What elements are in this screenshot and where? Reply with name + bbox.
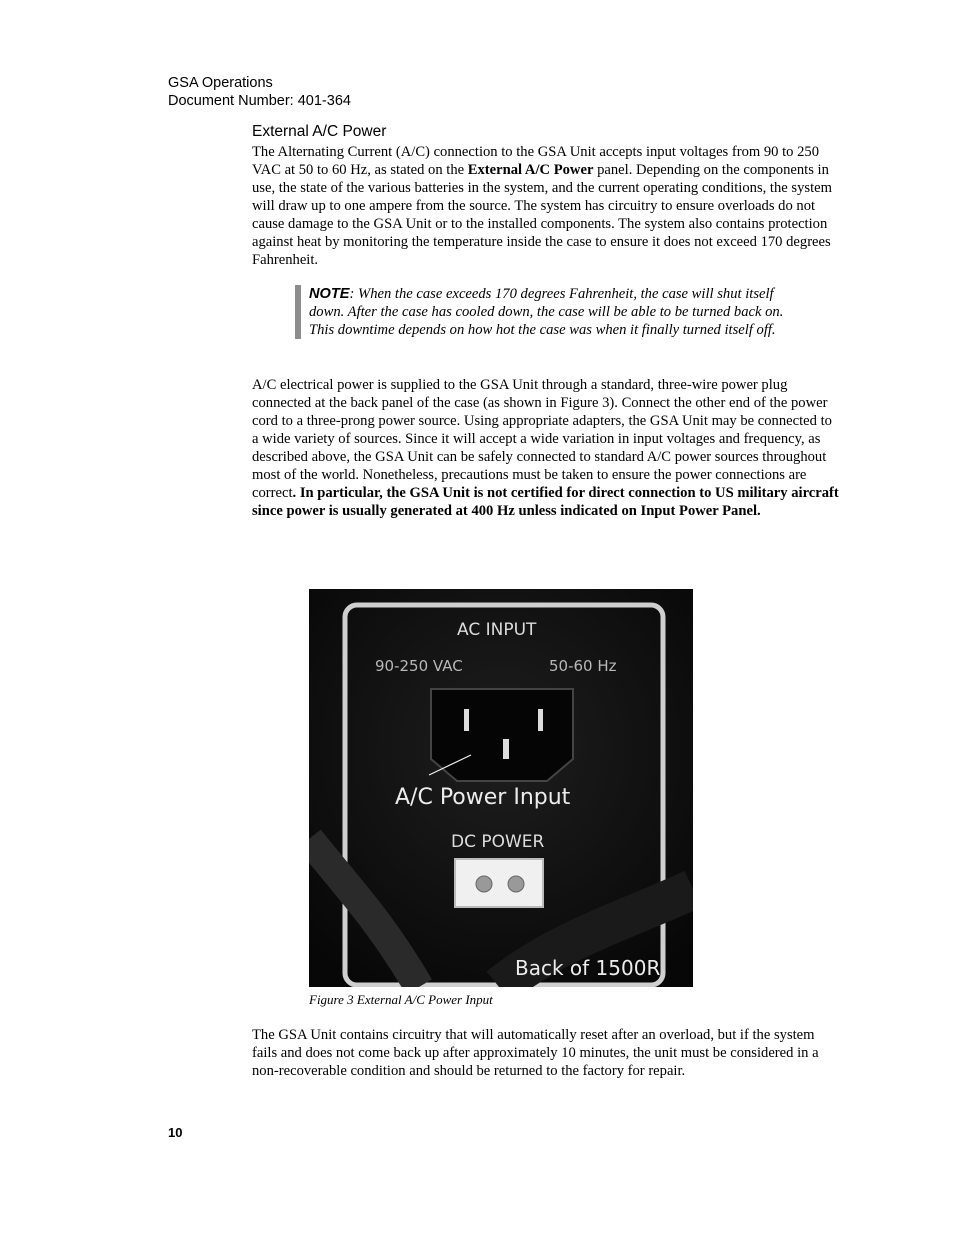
paragraph-text: The Alternating Current (A/C) connection to the GSA Unit accepts input voltages from 90 to 250 VAC at 50 to 60 Hz, as stated on the [252,144,820,178]
inlet-pin [538,709,543,731]
inlet-pin [464,709,469,731]
dc-pin [476,876,492,892]
voltage-label: 90-250 VAC [375,657,463,675]
header-title: GSA Operations [168,75,273,91]
paragraph-text: panel. Depending on the components in use, the state of the various batteries in the system, and the current operating conditions, the system will draw up to one ampere from the source. The system has circuitry to ensure overloads do not cause damage to the GSA Unit or to the installed components. The system also contains protection against heat by monitoring the temperature inside the case to ensure it does not exceed 170 degrees Fahrenheit. [252,162,832,268]
paragraph-reset: The GSA Unit contains circuitry that will automatically reset after an overload, but if the system fails and does not come back up after approximately 10 minutes, the unit must be considered in a non-recoverable condition and should be returned to the factory for repair. [252,1027,819,1079]
ac-input-label: AC INPUT [457,620,537,640]
paragraph-text: A/C electrical power is supplied to the GSA Unit through a standard, three-wire power plug connected at the back panel of the case (as shown in Figure 3). Connect the other end of the power cord to a three-prong power source. Using appropriate adapters, the GSA Unit may be connected to a wide variety of sources. Since it will accept a wide variation in input voltages and frequency, as described above, the GSA Unit can be safely connected to standard A/C power sources throughout most of the world. Nonetheless, precautions must be taken to ensure the power connections are correct [252,377,832,501]
ac-power-input-label: A/C Power Input [395,785,571,810]
page-number: 10 [168,1125,183,1140]
note-callout [295,285,799,339]
dc-pin [508,876,524,892]
back-panel-photo [309,589,693,987]
ac-inlet [431,689,573,781]
bold-term: External A/C Power [467,162,594,178]
figure-photo [309,589,693,987]
paragraph-power-connection [252,376,842,520]
warning-text: . In particular, the GSA Unit is not certified for direct connection to US military aircraft since power is usually generated at 400 Hz unless indicated on Input Power Panel. [252,485,839,519]
document-header [168,74,351,110]
back-of-unit-label: Back of 1500R [515,956,661,980]
document-number: Document Number: 401-364 [168,93,351,109]
frequency-label: 50-60 Hz [549,657,617,675]
paragraph-ac-power [252,143,842,269]
dc-power-label: DC POWER [451,832,545,852]
note-label: NOTE [309,286,350,302]
dc-connector [455,859,543,907]
note-text: : When the case exceeds 170 degrees Fahrenheit, the case will shut itself down. After the case has cooled down, the case will be able to be turned back on. This downtime depends on how hot the case was when it finally turned itself off. [309,286,784,338]
figure-caption: Figure 3 External A/C Power Input [309,992,493,1007]
section-title: External A/C Power [252,123,387,140]
inlet-pin [503,739,509,759]
